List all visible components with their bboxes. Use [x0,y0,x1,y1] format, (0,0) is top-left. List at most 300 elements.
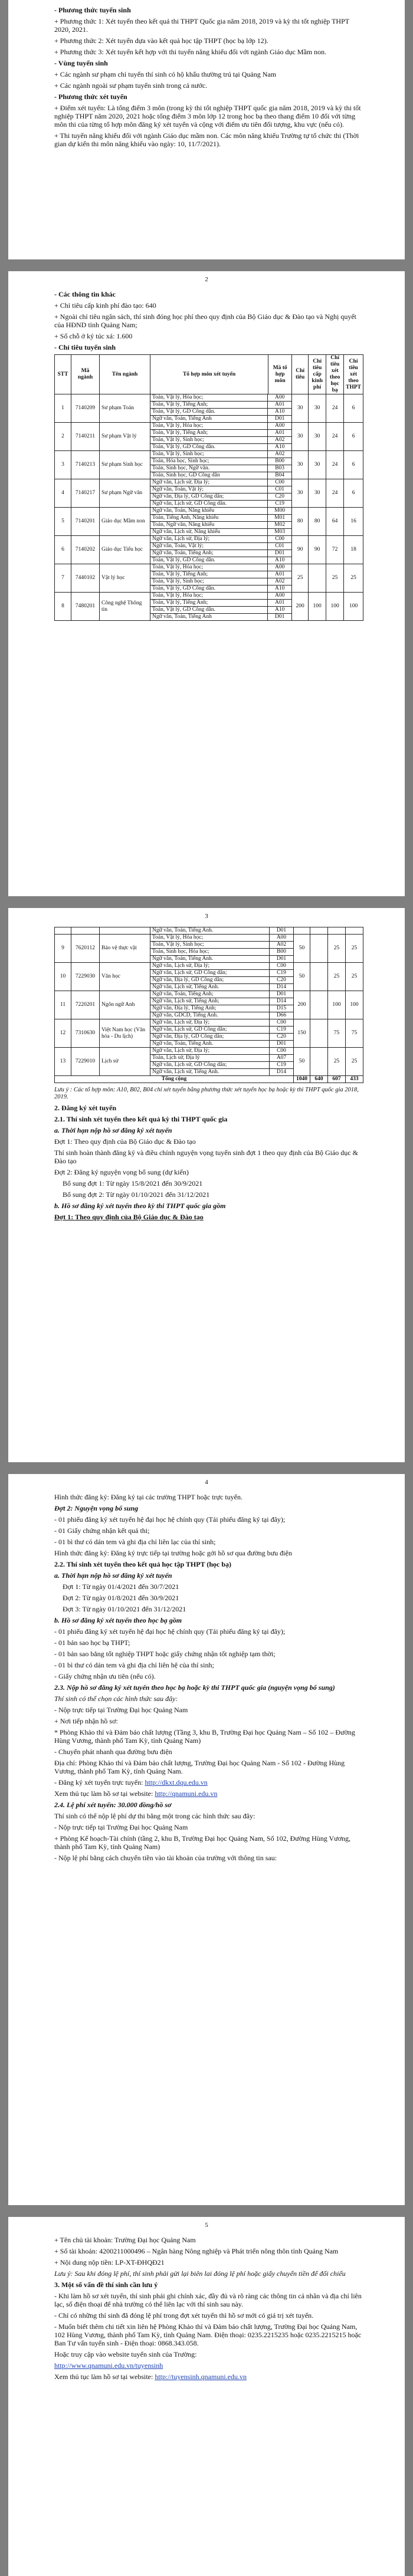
combination-row [150,444,291,450]
combination-subjects: Toán, Vật lý, GD Công dân. [152,409,215,414]
subject-combinations [150,927,294,935]
combination-row [150,416,291,422]
text-line-content: - 01 bì thư có dán tem và ghi địa chỉ liên hệ của thí sinh; [54,1661,214,1669]
combination-subjects: Ngữ văn, Toán, Tiếng Anh. [152,956,214,962]
text-line-content: Hình thức đăng ký: Đăng ký trực tiếp tại trường hoặc gởi hồ sơ qua đường bưu điện [54,1549,292,1557]
combination-row [150,437,291,444]
text-line [54,81,363,90]
admission-quota-table [54,354,363,621]
major-name: Sư phạm Vật lý [100,423,150,451]
combination-subjects: Ngữ văn, Lịch sử, GD Công dân; [152,1062,227,1068]
text-line-content: + Điểm xét tuyển: Là tổng điểm 3 môn (trong kỳ thi tốt nghiệp THPT quốc gia năm 2018, 2019 và kỳ thi tốt nghiệp THPT năm 2020, 2021 hoặc tổng điểm 3 môn lớp 12 trong hoc bạ theo thang điểm 10 đối với từng môn thi của từng tổ hợp môn đăng ký xét tuyển và cộng với điểm ưu tiên đối tượng, khu vực (nếu có). [54,104,361,129]
major-code: 7140217 [71,479,100,508]
major-code: 7440102 [71,564,100,593]
website-line-2 [54,2373,363,2381]
text-line-content: - Muốn biết thêm chi tiết xin liên hệ Phòng Khảo thí và Đảm bảo chất lượng, Trường Đại học Quảng Nam, 102 Hùng Vương, thành phố Tam Kỳ, tỉnh Quảng Nam. Điện thoại: 0235.2215235 hoặc 0235.2215215 hoặc Ban Tư vấn tuyển sinh - Điện thoại: 0868.343.058. [54,2322,362,2347]
combination-subjects: Ngữ văn, Địa lý, GD Công dân; [152,494,224,499]
combination-code: C19 [269,1062,293,1068]
combination-row [150,998,293,1005]
combination-row [150,529,291,535]
column-header: STT [55,355,71,394]
total-ct: 1040 [294,1076,310,1083]
quota-hb: 25 [328,1048,346,1076]
quota-thpt: 6 [344,423,363,451]
combination-code: C01 [267,543,291,550]
text-line-content: - 01 bì thư có dán tem và ghi địa chỉ liên lạc của thí sinh; [54,1538,216,1546]
column-header: Chỉ tiêu cấp kinh phí [309,355,326,394]
quota-ct: 30 [292,451,309,479]
combination-row [150,494,291,501]
text-line-content: 2.4. Lệ phí xét tuyển: 30.000 đồng/hồ sơ [54,1801,172,1809]
document-page-1 [8,0,405,259]
text-line [54,1695,363,1703]
text-line [54,1728,363,1745]
text-line [54,2236,363,2244]
text-line-content: Bổ sung đợt 2: Từ ngày 01/10/2021 đến 31/12/2021 [63,1190,210,1199]
quota-thpt: 100 [344,593,363,621]
quota-kp: 80 [309,508,326,536]
quota-hb: 24 [326,451,344,479]
quota-thpt: 6 [344,479,363,508]
text-line-content: + Các ngành ngoài sư phạm tuyển sinh trong cả nước. [54,81,208,90]
text-line [54,301,363,310]
text-line-content: Lưu ý: Sau khi đóng lệ phí, thí sinh phải gửi lại biên lai đóng lệ phí hoặc giấy chuyển tiền để đối chiếu [54,2269,346,2278]
quota-ct: 50 [294,963,310,991]
combination-code: D15 [269,1005,293,1012]
major-code: 7229030 [71,963,100,991]
text-line-content: + Thi tuyển năng khiếu đối với ngành Giáo dục mầm non. Các môn năng khiếu Trường tự tổ chức thi (Thời gian dự kiến thi môn năng khiếu vào ngày: 10, 11/7/2021). [54,131,359,148]
document-page-2 [8,271,405,896]
text-line [54,2247,363,2255]
major-name: Việt Nam học (Văn hóa - Du lịch) [100,1019,150,1048]
table-row [55,991,363,1019]
combination-subjects: Toán, Vật lý, Hóa học; [152,564,204,570]
subject-combinations [150,479,292,508]
text-line-content: - Khi làm hồ sơ xét tuyển, thí sinh phải ghi chính xác, đầy đủ và rõ ràng các thông tin cá nhân và địa chỉ liên lạc, số điện thoại để nhà trường có thể liên lạc với thí sinh sau này. [54,2292,362,2308]
quota-thpt: 25 [344,564,363,593]
text-line [54,332,363,340]
quota-thpt: 25 [346,1048,363,1076]
combination-row [150,1041,293,1047]
combination-code: A00 [269,935,293,941]
subject-combinations [150,991,294,1019]
text-line-content: + Các ngành sư phạm chỉ tuyển thí sinh có hộ khẩu thường trú tại Quảng Nam [54,70,277,78]
quota-kp: 100 [309,593,326,621]
quota-thpt: 25 [346,935,363,963]
text-line [54,70,363,78]
combination-code: M02 [267,522,291,528]
text-line [54,312,363,329]
combination-subjects: Ngữ văn, Lịch sử, Địa lý; [152,1048,210,1054]
combination-row [150,1012,293,1019]
combination-code: D66 [269,1012,293,1019]
quota-ct: 50 [294,1048,310,1076]
combination-row [150,486,291,494]
text-line-content: Đợt 1: Từ ngày 01/4/2021 đến 30/7/2021 [63,1583,179,1591]
text-line-content: + Chỉ tiêu cấp kinh phí đào tạo: 640 [54,301,156,310]
combination-code: D01 [269,927,293,934]
combination-row [150,1005,293,1012]
major-name: Sư phạm Ngữ văn [100,479,150,508]
combination-code: A02 [267,451,291,458]
quota-kp [310,935,328,963]
page-2-body [54,290,363,351]
quota-ct: 200 [294,991,310,1019]
combination-subjects: Toán, Vật lý, Sinh học; [152,578,204,584]
major-code: 7140209 [71,394,100,423]
quota-thpt: 16 [344,508,363,536]
page-number: 3 [205,913,208,920]
text-line [54,1104,363,1112]
text-line-content: b. Hồ sơ đăng ký xét tuyển theo kỳ thi THPT quốc gia gồm [54,1202,226,1210]
subject-combinations [150,451,292,479]
major-code: 7480201 [71,593,100,621]
combination-subjects: Ngữ văn, Lịch sử, GD Công dân; [152,970,227,976]
text-line-content: - Đăng ký xét tuyển trực tuyến: [54,1778,145,1787]
combination-subjects: Ngữ văn, Lịch sử, Địa lý; [152,479,210,485]
combination-code: D01 [269,991,293,998]
text-line-content: - Vùng tuyển sinh [54,59,108,67]
text-line-content: - Chỉ tiêu tuyển sinh [54,343,116,351]
quota-ct [294,927,310,935]
combination-subjects: Ngữ văn, Địa lý, GD Công dân; [152,1034,224,1039]
combination-row [150,956,293,962]
combination-subjects: Toán, Vật lý, GD Công dân. [152,444,215,450]
admission-website-link[interactable]: http://www.qnamuni.edu.vn/tuyensinh [54,2361,163,2370]
combination-row [150,578,291,585]
text-line [54,2281,363,2289]
combination-row [150,1027,293,1034]
quota-hb: 24 [326,479,344,508]
combination-row [150,501,291,507]
text-line-content: Đợt 2: Nguyện vọng bổ sung [54,1504,139,1512]
combination-subjects: Ngữ văn, Lịch sử, GD Công dân. [152,501,227,506]
combination-row [150,543,291,550]
combination-subjects: Toán, Vật lý, Tiếng Anh; [152,571,208,577]
text-line [54,1571,363,1580]
text-line [54,104,363,129]
text-line [54,1639,363,1647]
combination-row [150,984,293,991]
text-line [54,1137,363,1146]
combination-row [150,409,291,416]
combination-subjects: Toán, Sinh học, GD Công dân [152,472,220,478]
row-number: 10 [55,963,71,991]
column-header: Tổ hợp môn xét tuyển [150,355,268,394]
combination-code: C19 [269,970,293,976]
quota-ct: 30 [292,479,309,508]
major-name [100,927,150,935]
table-row [55,394,363,423]
text-line [54,1748,363,1756]
column-header: Chỉ tiêu xét theo học bạ [326,355,344,394]
row-number: 8 [55,593,71,621]
combination-code: A02 [267,578,291,585]
combination-subjects: Toán, Vật lý, GD Công dân. [152,607,215,613]
major-code: 7140211 [71,423,100,451]
combination-code: A01 [267,430,291,436]
table-row [55,1019,363,1048]
combination-subjects: Ngữ văn, Toán, Tiếng Anh; [152,550,214,556]
combination-row [150,1019,293,1027]
row-number: 4 [55,479,71,508]
combination-subjects: Ngữ văn, Toán, Vật lý; [152,486,204,492]
column-header: Chỉ tiêu xét theo THPT [344,355,363,394]
combination-subjects: Ngữ văn, Địa lý, Tiếng Anh; [152,1005,217,1011]
total-thpt: 433 [346,1076,363,1083]
table-row [55,963,363,991]
quota-hb: 25 [328,963,346,991]
combination-code: D01 [269,956,293,962]
table-row [55,508,363,536]
combination-code: A10 [267,607,291,613]
table-row [55,423,363,451]
combination-code: D01 [267,416,291,422]
text-line [54,1650,363,1658]
text-line-content: + Số tài khoản: 4200211000496 – Ngân hàng Nông nghiệp và Phát triển nông thôn tỉnh Quảng Nam [54,2247,339,2255]
combination-code: A10 [267,585,291,592]
text-line-content: - 01 phiếu đăng ký xét tuyển hệ đại học hệ chính quy (Tải phiếu đăng ký tại đây); [54,1627,286,1636]
major-name: Văn học [100,963,150,991]
quota-kp: 30 [309,423,326,451]
combination-row [150,585,291,592]
quota-kp: 90 [309,536,326,564]
text-line [54,37,363,45]
text-line [54,17,363,34]
quota-kp [310,963,328,991]
quota-hb: 24 [326,423,344,451]
combination-row [150,927,293,934]
text-line [54,1616,363,1624]
combination-code: B00 [267,458,291,465]
combination-row [150,1048,293,1055]
row-number: 1 [55,394,71,423]
table-row [55,1048,363,1076]
page-3-body [54,1087,363,1221]
combination-subjects: Ngữ văn, Lịch sử, Năng khiếu [152,529,221,535]
quota-ct: 30 [292,423,309,451]
text-line [54,1493,363,1501]
row-number: 5 [55,508,71,536]
combination-row [150,423,291,430]
text-line-content: a. Thời hạn nộp hồ sơ đăng ký xét tuyển [54,1571,172,1580]
text-line-content: - 01 bản sao học bạ THPT; [54,1639,130,1647]
text-line [54,2258,363,2266]
table-row [55,479,363,508]
combination-row [150,949,293,956]
text-line-content: + Phòng Kế hoạch-Tài chính (tầng 2, khu B, Trường Đại học Quảng Nam, Số 102, Đường Hùng Vương, thành phố Tam Kỳ, tỉnh Quảng Nam) [54,1834,351,1851]
text-line-content: Thí sinh có thể nộp lệ phí dự thi bằng một trong các hình thức sau đây: [54,1812,255,1820]
combination-subjects: Toán, Vật lý, Sinh học; [152,451,204,457]
quota-thpt: 100 [346,991,363,1019]
text-line-content: 2.1. Thí sinh xét tuyển theo kết quả kỳ thi THPT quốc gia [54,1115,228,1123]
major-code: 7140213 [71,451,100,479]
quota-ct: 30 [292,394,309,423]
combination-subjects: Ngữ văn, Lịch sử, Địa lý; [152,536,210,542]
combination-row [150,607,291,614]
combination-code: A10 [267,409,291,415]
combination-code: D14 [269,1069,293,1075]
text-line-content: 2.3. Nộp hồ sơ đăng ký xét tuyển theo học bạ hoặc kỳ thi THPT quốc gia (nguyện vọng bổ sung) [54,1683,335,1692]
combination-code: A01 [267,402,291,408]
text-line [54,1759,363,1775]
combination-row [150,614,291,620]
online-registration-link[interactable]: http://dkxt.dqu.edu.vn [145,1778,208,1787]
text-line-content: - Chuyển phát nhanh qua đường bưu điện [54,1748,172,1756]
combination-subjects: Ngữ văn, GDCD, Tiếng Anh. [152,1012,218,1018]
quota-hb: 64 [326,508,344,536]
text-line-content: 2.2. Thí sinh xét tuyển theo kết quả học tập THPT (học bạ) [54,1560,232,1568]
text-line-content: - Các thông tin khác [54,290,116,298]
combination-subjects: Toán, Vật lý, Tiếng Anh; [152,600,208,606]
table-row [55,593,363,621]
combination-code: A01 [267,600,291,606]
row-number: 9 [55,935,71,963]
combination-code: D01 [267,614,291,620]
row-number [55,927,71,935]
combination-subjects: Ngữ văn, Lịch sử, GD Công dân; [152,1027,227,1032]
combination-code: A00 [267,394,291,401]
combination-code: A00 [267,593,291,599]
quota-ct: 25 [292,564,309,593]
text-line [54,2292,363,2308]
text-line [54,93,363,101]
text-line-content: Thí sinh có thể chọn các hình thức sau đây: [54,1695,178,1703]
text-line [54,1149,363,1165]
combination-row [150,515,291,522]
combination-code: B03 [267,465,291,472]
quota-thpt: 18 [344,536,363,564]
text-line [54,2350,363,2358]
major-name: Giáo dục Tiểu học [100,536,150,564]
combination-row [150,963,293,970]
subject-combinations [150,963,294,991]
text-line [54,59,363,67]
text-line [54,1778,363,1787]
combination-subjects: Toán, Vật lý, Hóa học; [152,935,204,940]
text-line-content: - 01 bản sao bằng tốt nghiệp THPT hoặc giấy chứng nhận tốt nghiệp tạm thời; [54,1650,276,1658]
text-line [54,1801,363,1809]
text-line-content: Đợt 2: Đăng ký nguyện vọng bổ sung (dự kiến) [54,1168,189,1176]
combination-row [150,977,293,984]
combination-row [150,536,291,543]
combination-subjects: Toán, Vật lý, Sinh học; [152,437,204,443]
text-line [54,1594,363,1602]
text-line [54,1202,363,1210]
row-number: 7 [55,564,71,593]
combination-row [150,458,291,465]
text-line-content: - Phương thức tuyển sinh [54,6,131,14]
text-line [54,1834,363,1851]
text-line [54,1583,363,1591]
website-line-1 [54,2361,363,2370]
major-code: 7310630 [71,1019,100,1048]
combination-row [150,1055,293,1062]
text-line-content: Lưu ý : Các tổ hợp môn: A10, B02, B04 chỉ xét tuyển bằng phương thức xét tuyển học bạ hoặc kỳ thi THPT quốc gia 2018, 2019. [54,1087,359,1100]
total-kp: 640 [310,1076,328,1083]
text-line [54,1605,363,1613]
combination-subjects: Toán, Hóa học, Sinh học; [152,458,209,464]
total-label: Tổng cộng [55,1076,294,1083]
page-5-body [54,2236,363,2358]
text-line [54,1115,363,1123]
quota-hb: 72 [326,536,344,564]
text-line-content: + Ngoài chỉ tiêu ngân sách, thí sinh đóng học phí theo quy định của Bộ Giáo dục & Đào tạo và Nghị quyết của HĐND tỉnh Quảng Nam; [54,312,357,329]
text-line [54,1179,363,1187]
combination-row [150,1062,293,1069]
admission-portal-link[interactable]: http://tuyensinh.qnamuni.edu.vn [155,2373,247,2381]
quota-ct: 90 [292,536,309,564]
text-line-content: - 01 Giấy chứng nhận kết quả thi; [54,1526,150,1535]
major-code [71,927,100,935]
combination-subjects: Toán, Ngữ văn, Năng khiếu [152,522,215,528]
text-line-content: + Nội dung nộp tiền: LP-XT-ĐHQĐ21 [54,2258,165,2266]
quota-kp [310,1019,328,1048]
combination-row [150,1069,293,1075]
column-header: Chỉ tiêu [292,355,309,394]
text-line [54,1717,363,1725]
combination-subjects: Toán, Vật lý, Hóa học; [152,394,204,400]
text-line-content: 3. Một số vấn đề thí sinh cần lưu ý [54,2281,158,2289]
quota-kp: 30 [309,479,326,508]
table-row [55,564,363,593]
combination-subjects: Toán, Vật lý, GD Công dân. [152,585,215,591]
quota-ct: 200 [292,593,309,621]
combination-row [150,430,291,437]
text-line-content: + Nơi tiếp nhận hồ sơ: [54,1717,118,1725]
text-line [54,1504,363,1512]
quota-kp [310,927,328,935]
combination-row [150,402,291,409]
combination-code: C01 [267,486,291,493]
combination-code: B04 [267,472,291,479]
subject-combinations [150,394,292,423]
table-row [55,935,363,963]
combination-code: M01 [267,515,291,521]
combination-code: C00 [269,963,293,969]
page-number: 5 [205,2222,208,2229]
row-number: 12 [55,1019,71,1048]
combination-code: D01 [267,550,291,557]
combination-code: A02 [269,942,293,948]
combination-subjects: Ngữ văn, Toán, Tiếng Anh [152,614,212,620]
website-line-2-prefix: Xem thủ tục làm hồ sơ tại website: [54,2373,155,2381]
university-website-link[interactable]: http://qnamuni.edu.vn [155,1789,218,1798]
column-header: Mã tổ hợp môn [268,355,292,394]
combination-subjects: Ngữ văn, Lịch sử, Địa lý; [152,963,210,969]
major-name: Sư phạm Sinh học [100,451,150,479]
text-line [54,1168,363,1176]
total-hb: 607 [328,1076,346,1083]
combination-code: C00 [269,1048,293,1054]
combination-row [150,935,293,942]
text-line [54,1515,363,1524]
combination-code: D14 [269,998,293,1005]
combination-subjects: Toán, Vật lý, Tiếng Anh; [152,402,208,407]
combination-code: C19 [269,1027,293,1033]
combination-code: A02 [267,437,291,443]
text-line-content: Đợt 1: Theo quy định của Bộ Giáo dục & Đào tạo [54,1213,204,1221]
text-line-content: Đợt 3: Từ ngày 01/10/2021 đến 31/12/2021 [63,1605,186,1613]
text-line-content: + Tên chủ tài khoản: Trường Đại học Quảng Nam [54,2236,196,2244]
combination-code: B00 [269,949,293,955]
text-line-content: + Phương thức 1: Xét tuyển theo kết quả thi THPT Quốc gia năm 2018, 2019 và kỳ thi tốt nghiệp THPT 2020, 2021. [54,17,349,34]
subject-combinations [150,593,292,621]
text-line-content: - Phương thức xét tuyển [54,93,127,101]
text-line-content: - Nộp trực tiếp tại Trường Đại học Quảng Nam [54,1706,188,1714]
quota-thpt: 75 [346,1019,363,1048]
text-line [54,1683,363,1692]
